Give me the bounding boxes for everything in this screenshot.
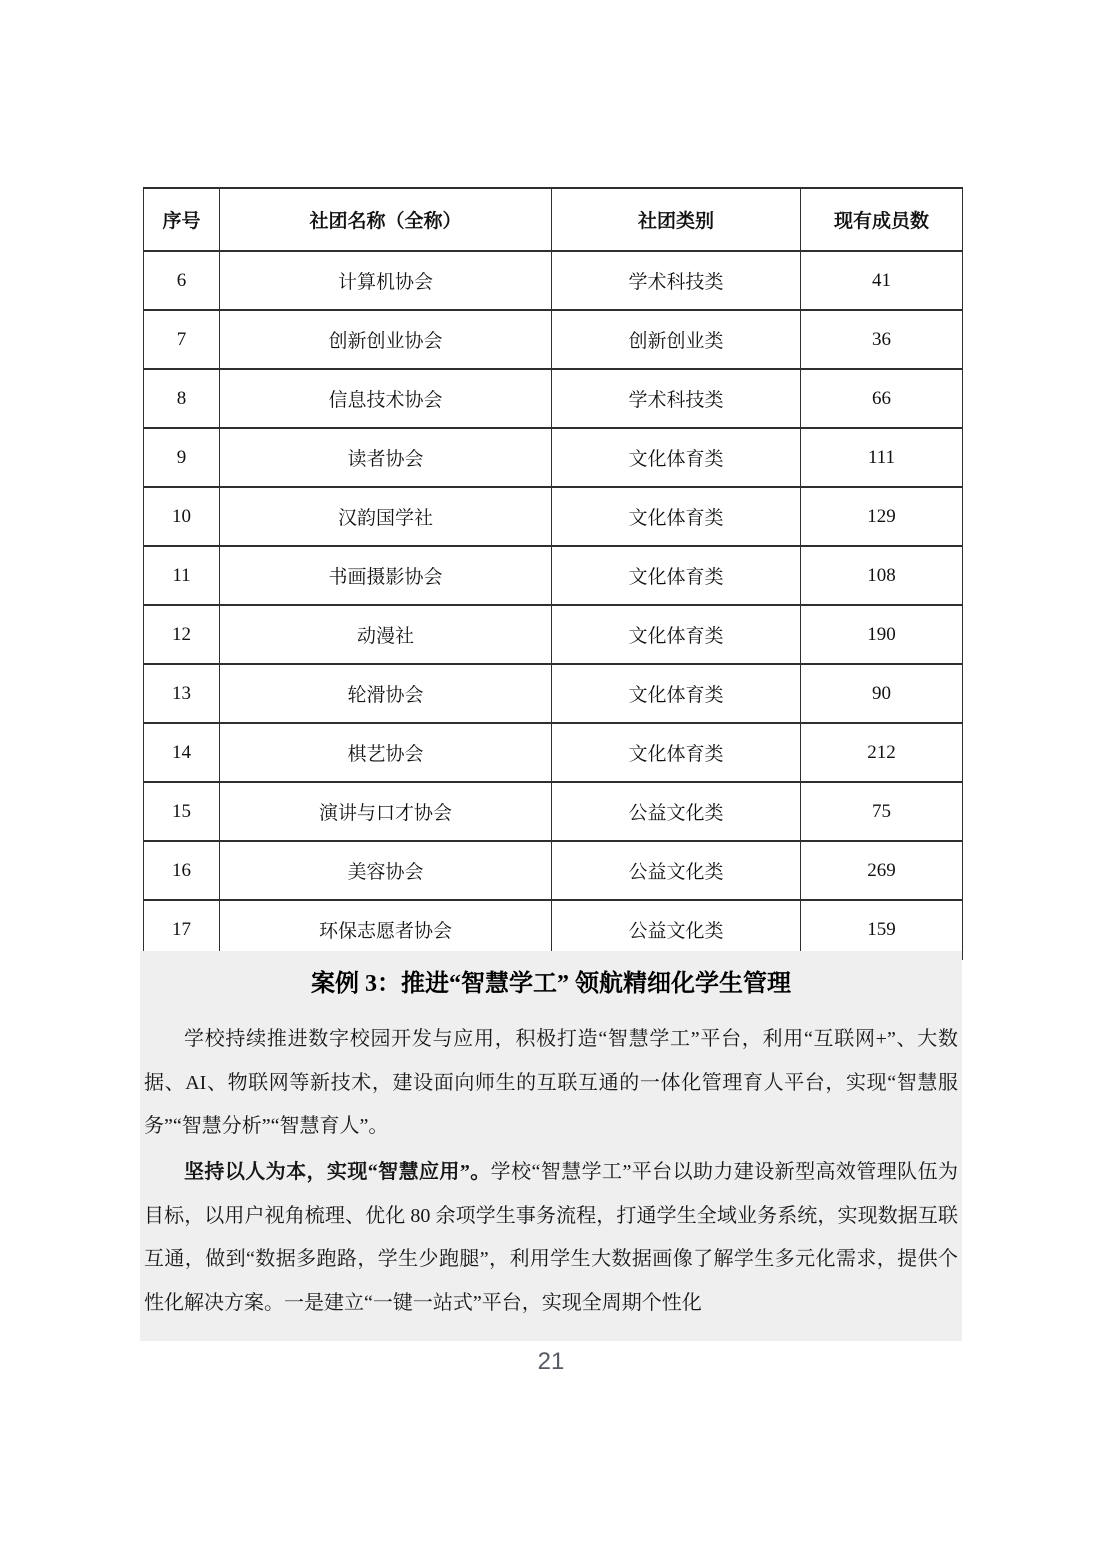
table-cell: 轮滑协会 [220,664,552,723]
table-row [144,369,963,428]
header-member-count: 现有成员数 [801,188,963,251]
case-paragraph-1: 学校持续推进数字校园开发与应用，积极打造“智慧学工”平台，利用“互联网+”、大数据、AI、物联网等新技术，建设面向师生的互联互通的一体化管理育人平台，实现“智慧服务”“智慧分析”“智慧育人”。 [144,1028,958,1138]
table-cell: 创新创业类 [552,310,801,369]
table-cell: 129 [801,487,963,546]
table-cell: 计算机协会 [220,251,552,310]
table-cell: 创新创业协会 [220,310,552,369]
table-cell: 文化体育类 [552,487,801,546]
table-cell: 读者协会 [220,428,552,487]
header-club-type: 社团类别 [552,188,801,251]
paragraph-2-bold-lead: 坚持以人为本，实现“智慧应用”。 [184,1160,491,1183]
table-row [144,605,963,664]
table-row [144,428,963,487]
table-cell: 文化体育类 [552,428,801,487]
header-index: 序号 [144,188,220,251]
table-cell: 15 [144,782,220,841]
table-cell: 10 [144,487,220,546]
table-cell: 公益文化类 [552,782,801,841]
table-row [144,841,963,900]
table-cell: 汉韵国学社 [220,487,552,546]
table-header-row [144,188,963,251]
table-row [144,251,963,310]
table-cell: 环保志愿者协会 [220,900,552,959]
case-heading: 案例 3：推进“智慧学工” 领航精细化学生管理 [311,971,791,997]
table-cell: 111 [801,428,963,487]
table-row [144,664,963,723]
table-cell: 17 [144,900,220,959]
table-cell: 13 [144,664,220,723]
table-cell: 文化体育类 [552,723,801,782]
table-cell: 269 [801,841,963,900]
table-cell: 66 [801,369,963,428]
table-row [144,546,963,605]
table-cell: 美容协会 [220,841,552,900]
table-cell: 公益文化类 [552,841,801,900]
table-cell: 41 [801,251,963,310]
table-cell: 学术科技类 [552,369,801,428]
table-cell: 6 [144,251,220,310]
table-row [144,310,963,369]
table-cell: 190 [801,605,963,664]
table-cell: 演讲与口才协会 [220,782,552,841]
table-cell: 12 [144,605,220,664]
table-row [144,782,963,841]
table-cell: 212 [801,723,963,782]
case-study-section [140,951,962,1341]
table-cell: 159 [801,900,963,959]
table-cell: 9 [144,428,220,487]
table-cell: 动漫社 [220,605,552,664]
table-cell: 学术科技类 [552,251,801,310]
table-cell: 7 [144,310,220,369]
case-paragraph-2 [144,1151,958,1325]
table-cell: 书画摄影协会 [220,546,552,605]
table-cell: 信息技术协会 [220,369,552,428]
table-cell: 11 [144,546,220,605]
table-cell: 8 [144,369,220,428]
header-club-name: 社团名称（全称） [220,188,552,251]
table-cell: 文化体育类 [552,546,801,605]
page-number: 21 [537,1348,565,1375]
table-row [144,487,963,546]
table-cell: 文化体育类 [552,664,801,723]
table-cell: 14 [144,723,220,782]
table-cell: 108 [801,546,963,605]
table-cell: 文化体育类 [552,605,801,664]
paragraph-2-body: 学校“智慧学工”平台以助力建设新型高效管理队伍为目标，以用户视角梳理、优化 80 余项学生事务流程，打通学生全域业务系统，实现数据互联互通，做到“数据多跑路，学生少跑腿”，利用学生大数据画像了解学生多元化需求，提供个性化解决方案。一是建立“一键一站式”平台，实现全周期个性化 [144,1160,958,1314]
club-members-table [143,187,963,960]
table-cell: 36 [801,310,963,369]
table-cell: 16 [144,841,220,900]
table-cell: 棋艺协会 [220,723,552,782]
table-cell: 90 [801,664,963,723]
table-row [144,723,963,782]
table-cell: 75 [801,782,963,841]
table-cell: 公益文化类 [552,900,801,959]
